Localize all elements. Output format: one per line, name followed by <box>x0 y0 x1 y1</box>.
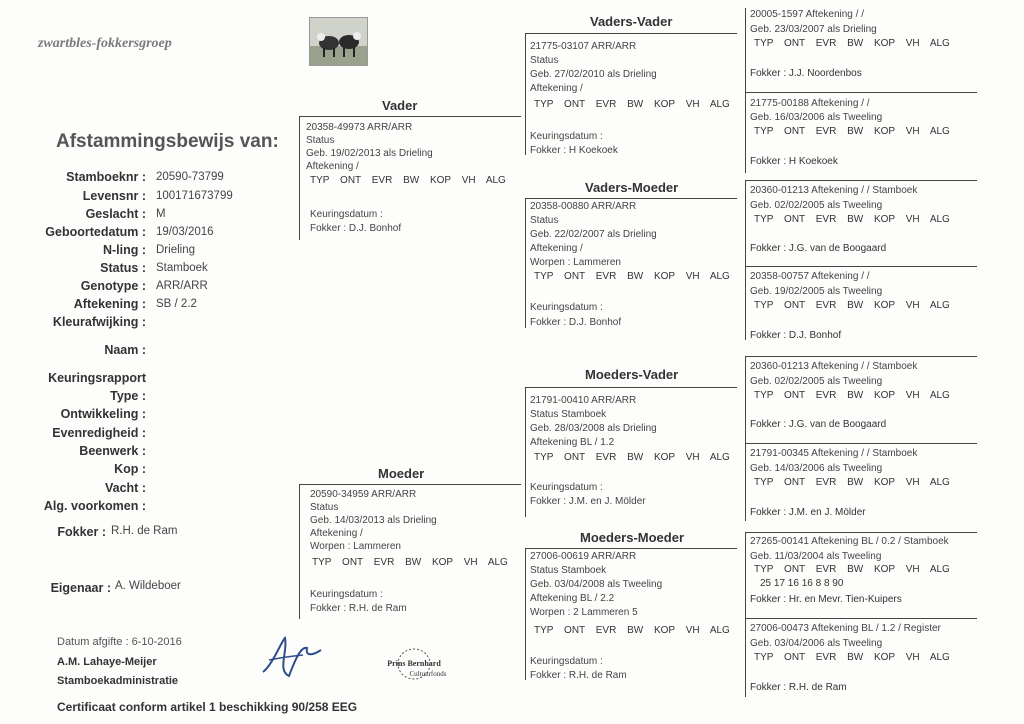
vaders-vader-title: Vaders-Vader <box>590 14 673 29</box>
ancestor-codes: TYP ONT EVR BW KOP VH ALG <box>754 390 950 401</box>
ancestor-line: Geb. 11/03/2004 als Tweeling <box>750 551 882 562</box>
ancestor-fokker: Fokker : Hr. en Mevr. Tien-Kuipers <box>750 594 902 605</box>
ancestor-line: 27006-00473 Aftekening BL / 1.2 / Register <box>750 623 941 634</box>
moeder-line: Status <box>310 502 339 513</box>
vv-fokker: Fokker : H Koekoek <box>530 145 618 156</box>
mm-keuring: Keuringsdatum : <box>530 656 603 667</box>
ancestor-line: Geb. 16/03/2006 als Tweeling <box>750 112 883 123</box>
mv-line: 21791-00410 ARR/ARR <box>530 395 637 406</box>
keuring-label: Ontwikkeling : <box>60 407 146 421</box>
vm-line: Status <box>530 215 559 226</box>
vader-line: Geb. 19/02/2013 als Drieling <box>306 148 433 159</box>
ancestor-codes: TYP ONT EVR BW KOP VH ALG <box>754 126 950 137</box>
ancestor-line: 21791-00345 Aftekening / / Stamboek <box>750 448 918 459</box>
field-value: M <box>156 208 166 220</box>
field-value: SB / 2.2 <box>156 298 197 310</box>
mv-fokker: Fokker : J.M. en J. Mölder <box>530 496 646 507</box>
vv-codes: TYP ONT EVR BW KOP VH ALG <box>534 99 730 110</box>
field-label: Stamboeknr : <box>66 170 146 184</box>
vader-line: Status <box>306 135 335 146</box>
ancestor-line: Geb. 03/04/2006 als Tweeling <box>750 638 883 649</box>
vaders-moeder-title: Vaders-Moeder <box>585 180 679 195</box>
field-label: Naam : <box>104 343 146 357</box>
ancestor-line: 20360-01213 Aftekening / / Stamboek <box>750 361 918 372</box>
field-label: Levensnr : <box>82 189 146 203</box>
field-label: Geslacht : <box>85 207 146 221</box>
ancestor-line: 27265-00141 Aftekening BL / 0.2 / Stamboek <box>750 536 949 547</box>
field-label: Genotype : <box>80 279 146 293</box>
mm-line: Worpen : 2 Lammeren 5 <box>530 607 638 618</box>
mm-line: Status Stamboek <box>530 565 607 576</box>
moeder-keuring: Keuringsdatum : <box>310 589 383 600</box>
field-label: N-ling : <box>102 243 146 257</box>
vv-line: Aftekening / <box>530 83 583 94</box>
eigenaar-value: A. Wildeboer <box>115 580 181 592</box>
signatory-name: A.M. Lahaye-Meijer <box>57 656 157 668</box>
mv-line: Geb. 28/03/2008 als Drieling <box>530 423 657 434</box>
moeders-vader-title: Moeders-Vader <box>585 367 679 382</box>
certificate-line: Certificaat conform artikel 1 beschikking 90/258 EEG <box>57 700 358 714</box>
vm-fokker: Fokker : D.J. Bonhof <box>530 317 622 328</box>
moeder-title: Moeder <box>378 466 425 481</box>
ancestor-line: Geb. 02/02/2005 als Tweeling <box>750 376 883 387</box>
ancestor-fokker: Fokker : J.G. van de Boogaard <box>750 243 887 254</box>
vm-keuring: Keuringsdatum : <box>530 302 603 313</box>
page-title: Afstammingsbewijs van: <box>56 131 279 152</box>
ancestor-fokker: Fokker : D.J. Bonhof <box>750 330 842 341</box>
seal-stamp-icon <box>364 640 464 688</box>
keuring-title: Keuringsrapport <box>48 371 146 385</box>
afgifte-datum: Datum afgifte : 6-10-2016 <box>57 636 182 648</box>
mm-line: Geb. 03/04/2008 als Tweeling <box>530 579 663 590</box>
ancestor-codes: TYP ONT EVR BW KOP VH ALG <box>754 477 950 488</box>
svg-text:Prins Bernhard: Prins Bernhard <box>387 659 441 668</box>
moeder-line: Aftekening / <box>310 528 363 539</box>
moeder-codes: TYP ONT EVR BW KOP VH ALG <box>312 557 508 568</box>
keuring-label: Alg. voorkomen : <box>43 499 146 513</box>
ancestor-line: Geb. 14/03/2006 als Tweeling <box>750 463 883 474</box>
vm-line: 20358-00880 ARR/ARR <box>530 201 637 212</box>
ancestor-codes: TYP ONT EVR BW KOP VH ALG <box>754 652 950 663</box>
ancestor-fokker: Fokker : H Koekoek <box>750 156 838 167</box>
field-label: Status : <box>100 261 146 275</box>
field-value: ARR/ARR <box>156 280 208 292</box>
vader-line: 20358-49973 ARR/ARR <box>306 122 413 133</box>
vv-line: 21775-03107 ARR/ARR <box>530 41 637 52</box>
moeder-line: Worpen : Lammeren <box>310 541 401 552</box>
mm-line: 27006-00619 ARR/ARR <box>530 551 637 562</box>
fokker-value: R.H. de Ram <box>111 525 178 537</box>
moeders-moeder-title: Moeders-Moeder <box>580 530 685 545</box>
ancestor-line: 20358-00757 Aftekening / / <box>750 271 870 282</box>
ancestor-scores: 25 17 16 16 8 8 90 <box>760 578 844 589</box>
moeder-line: Geb. 14/03/2013 als Drieling <box>310 515 437 526</box>
keuring-label: Beenwerk : <box>79 444 146 458</box>
ancestor-line: Geb. 02/02/2005 als Tweeling <box>750 200 883 211</box>
vader-fokker: Fokker : D.J. Bonhof <box>310 223 402 234</box>
ancestor-line: Geb. 23/03/2007 als Drieling <box>750 24 877 35</box>
ancestor-codes: TYP ONT EVR BW KOP VH ALG <box>754 564 950 575</box>
field-label: Kleurafwijking : <box>52 315 146 329</box>
keuring-label: Type : <box>110 389 146 403</box>
moeder-line: 20590-34959 ARR/ARR <box>310 489 417 500</box>
signature-icon <box>255 630 325 685</box>
signatory-dept: Stamboekadministratie <box>57 675 179 687</box>
vm-codes: TYP ONT EVR BW KOP VH ALG <box>534 271 730 282</box>
svg-text:Cultuurfonds: Cultuurfonds <box>409 670 447 678</box>
field-value: Stamboek <box>156 262 208 274</box>
field-value: 100171673799 <box>156 190 233 202</box>
eigenaar-label: Eigenaar : <box>50 581 111 595</box>
ancestor-codes: TYP ONT EVR BW KOP VH ALG <box>754 300 950 311</box>
sheep-logo-icon <box>309 17 368 66</box>
mv-codes: TYP ONT EVR BW KOP VH ALG <box>534 452 730 463</box>
vm-line: Aftekening / <box>530 243 583 254</box>
ancestor-line: 21775-00188 Aftekening / / <box>750 98 870 109</box>
vv-line: Geb. 27/02/2010 als Drieling <box>530 69 657 80</box>
vv-keuring: Keuringsdatum : <box>530 131 603 142</box>
mv-line: Status Stamboek <box>530 409 607 420</box>
ancestor-line: Geb. 19/02/2005 als Tweeling <box>750 286 883 297</box>
ancestor-codes: TYP ONT EVR BW KOP VH ALG <box>754 214 950 225</box>
field-label: Geboortedatum : <box>45 225 146 239</box>
field-value: 20590-73799 <box>156 171 224 183</box>
mv-keuring: Keuringsdatum : <box>530 482 603 493</box>
mm-fokker: Fokker : R.H. de Ram <box>530 670 627 681</box>
field-value: Drieling <box>156 244 195 256</box>
field-label: Aftekening : <box>73 297 146 311</box>
vader-keuring: Keuringsdatum : <box>310 209 383 220</box>
ancestor-line: 20360-01213 Aftekening / / Stamboek <box>750 185 918 196</box>
keuring-label: Evenredigheid : <box>52 426 146 440</box>
mm-line: Aftekening BL / 2.2 <box>530 593 615 604</box>
vader-codes: TYP ONT EVR BW KOP VH ALG <box>310 175 506 186</box>
ancestor-fokker: Fokker : J.J. Noordenbos <box>750 68 862 79</box>
mm-codes: TYP ONT EVR BW KOP VH ALG <box>534 625 730 636</box>
fokker-label: Fokker : <box>57 525 106 539</box>
ancestor-codes: TYP ONT EVR BW KOP VH ALG <box>754 38 950 49</box>
ancestor-fokker: Fokker : J.M. en J. Mölder <box>750 507 866 518</box>
vm-line: Geb. 22/02/2007 als Drieling <box>530 229 657 240</box>
keuring-label: Kop : <box>114 462 146 476</box>
logo-text: zwartbles-fokkersgroep <box>38 36 172 51</box>
vader-line: Aftekening / <box>306 161 359 172</box>
vv-line: Status <box>530 55 559 66</box>
mv-line: Aftekening BL / 1.2 <box>530 437 615 448</box>
keuring-label: Vacht : <box>105 481 146 495</box>
ancestor-fokker: Fokker : R.H. de Ram <box>750 682 847 693</box>
moeder-fokker: Fokker : R.H. de Ram <box>310 603 407 614</box>
ancestor-fokker: Fokker : J.G. van de Boogaard <box>750 419 887 430</box>
vm-line: Worpen : Lammeren <box>530 257 621 268</box>
vader-title: Vader <box>382 98 418 113</box>
field-value: 19/03/2016 <box>156 226 214 238</box>
ancestor-line: 20005-1597 Aftekening / / <box>750 9 864 20</box>
